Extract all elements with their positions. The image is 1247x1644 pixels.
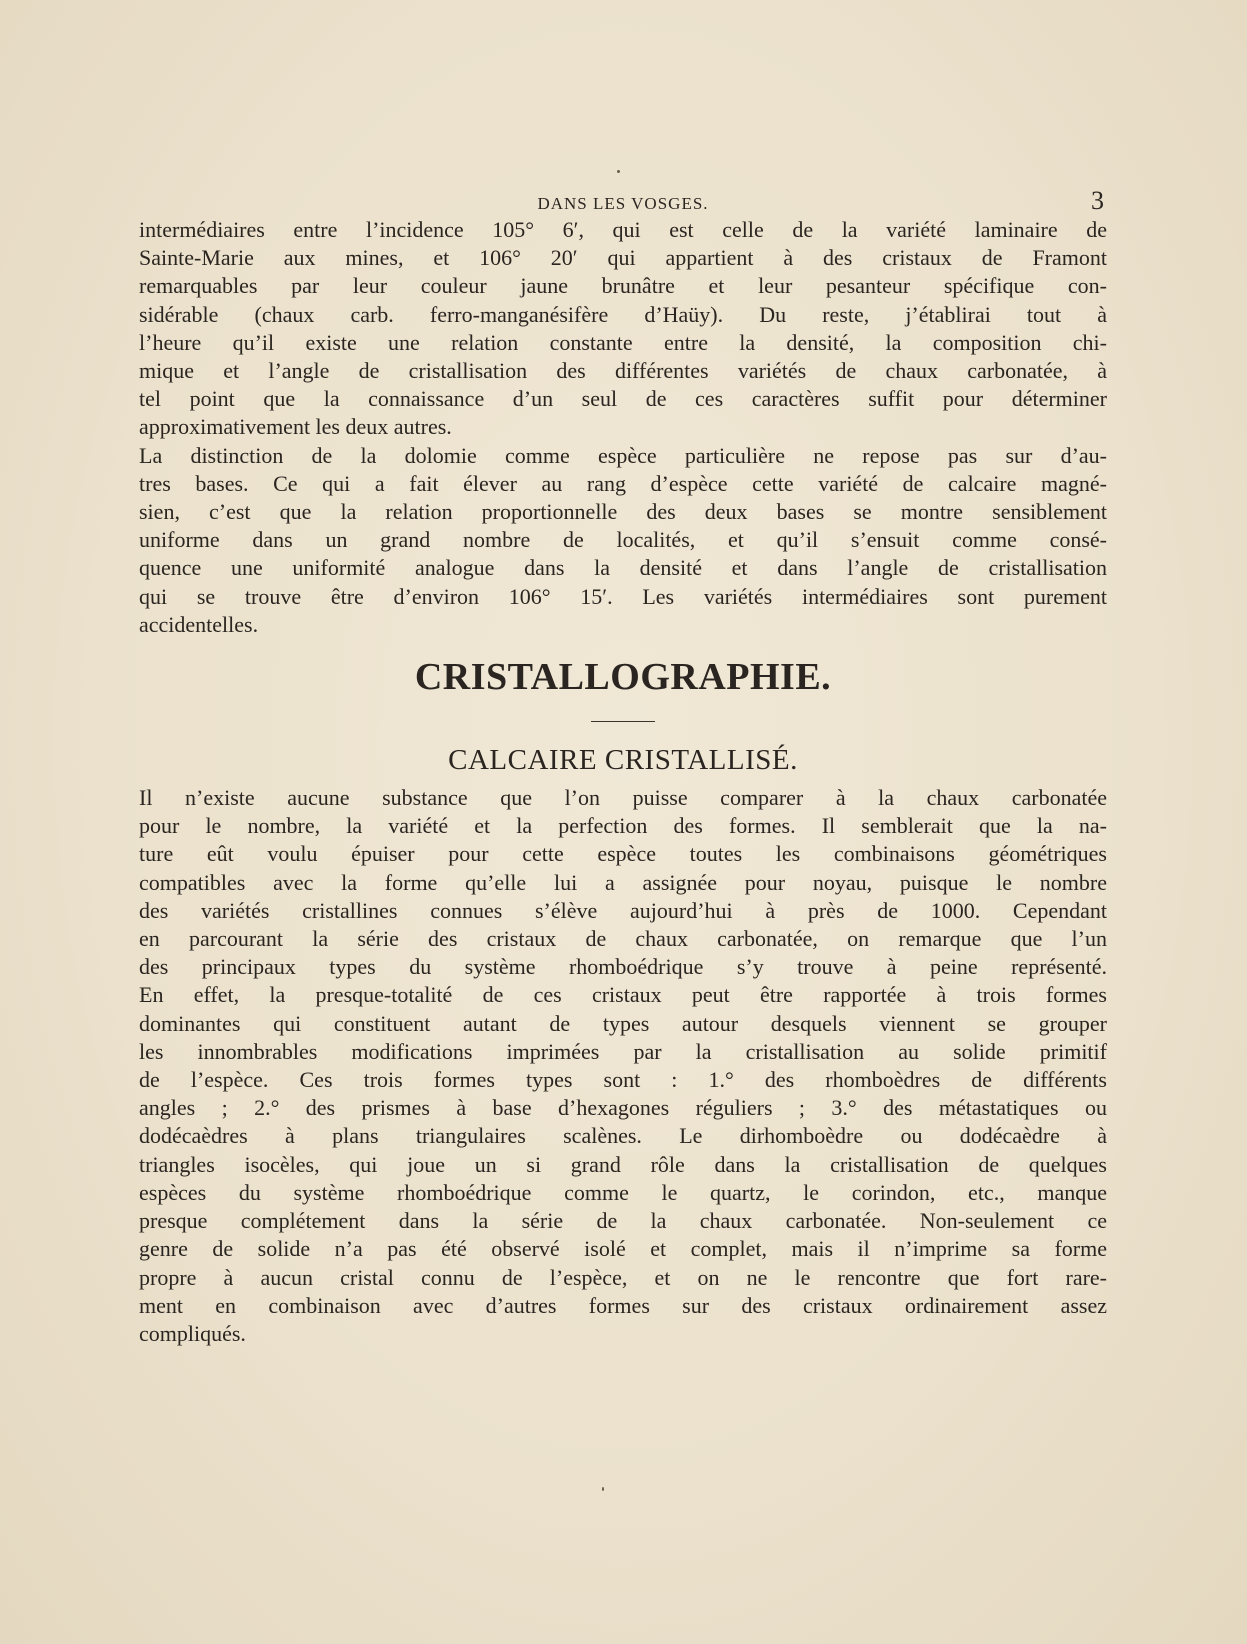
text-line: dominantes qui constituent autant de types autour desquels viennent se grouper: [139, 1010, 1107, 1036]
text-line: Sainte-Marie aux mines, et 106° 20′ qui appartient à des cristaux de Framont: [139, 245, 1107, 271]
text-line: des principaux types du système rhomboédrique s’y trouve à peine représenté.: [139, 954, 1107, 980]
text-line: approximativement les deux autres.: [139, 414, 452, 440]
text-line: remarquables par leur couleur jaune brunâtre et leur pesanteur spécifique con-: [139, 273, 1107, 299]
text-line: La distinction de la dolomie comme espèce particulière ne repose pas sur d’au-: [139, 442, 1107, 468]
text-line: ture eût voulu épuiser pour cette espèce toutes les combinaisons géométriques: [139, 841, 1107, 867]
text-line: espèces du système rhomboédrique comme le quartz, le corindon, etc., manque: [139, 1179, 1107, 1205]
subsection-heading: CALCAIRE CRISTALLISÉ.: [448, 744, 798, 777]
text-line: qui se trouve être d’environ 106° 15′. Les variétés intermédiaires sont purement: [139, 583, 1107, 609]
text-line: pour le nombre, la variété et la perfection des formes. Il semblerait que la na-: [139, 813, 1107, 839]
divider-rule: [591, 721, 655, 722]
section-heading: CRISTALLOGRAPHIE.: [414, 656, 832, 699]
paper-speck: [602, 1487, 604, 1491]
text-line: En effet, la presque-totalité de ces cristaux peut être rapportée à trois formes: [139, 982, 1107, 1008]
text-line: tres bases. Ce qui a fait élever au rang d’espèce cette variété de calcaire magné-: [139, 470, 1107, 496]
paragraph-3: [139, 784, 1107, 1348]
paragraph-1: [139, 216, 1107, 442]
text-line: genre de solide n’a pas été observé isolé et complet, mais il n’imprime sa forme: [139, 1236, 1107, 1262]
text-line: dodécaèdres à plans triangulaires scalènes. Le dirhomboèdre ou dodécaèdre à: [139, 1123, 1107, 1149]
text-line: compatibles avec la forme qu’elle lui a assignée pour noyau, puisque le nombre: [139, 869, 1107, 895]
text-line: mique et l’angle de cristallisation des différentes variétés de chaux carbonatée, à: [139, 358, 1107, 384]
text-line: ment en combinaison avec d’autres formes sur des cristaux ordinairement assez: [139, 1292, 1107, 1318]
text-line: compliqués.: [139, 1320, 246, 1346]
text-line: propre à aucun cristal connu de l’espèce, et on ne le rencontre que fort rare-: [139, 1264, 1107, 1290]
page-number: 3: [1091, 186, 1105, 215]
text-line: en parcourant la série des cristaux de chaux carbonatée, on remarque que l’un: [139, 926, 1107, 952]
text-line: des variétés cristallines connues s’élève aujourd’hui à près de 1000. Cependant: [139, 897, 1107, 923]
text-line: tel point que la connaissance d’un seul de ces caractères suffit pour déterminer: [139, 386, 1107, 412]
text-line: Il n’existe aucune substance que l’on puisse comparer à la chaux carbonatée: [139, 785, 1107, 811]
text-line: accidentelles.: [139, 611, 259, 637]
text-line: l’heure qu’il existe une relation constante entre la densité, la composition chi-: [139, 329, 1107, 355]
text-line: triangles isocèles, qui joue un si grand rôle dans la cristallisation de quelques: [139, 1151, 1107, 1177]
page: [139, 188, 1107, 1348]
paper-speck: [617, 170, 620, 173]
text-line: sidérable (chaux carb. ferro-manganésifère d’Haüy). Du reste, j’établirai tout à: [139, 301, 1107, 327]
running-title: DANS LES VOSGES.: [537, 194, 709, 213]
running-head: [139, 188, 1107, 216]
paragraph-2: [139, 442, 1107, 639]
text-line: sien, c’est que la relation proportionnelle des deux bases se montre sensiblement: [139, 499, 1107, 525]
text-line: les innombrables modifications imprimées par la cristallisation au solide primitif: [139, 1038, 1107, 1064]
text-line: angles ; 2.° des prismes à base d’hexagones réguliers ; 3.° des métastatiques ou: [139, 1095, 1107, 1121]
text-line: de l’espèce. Ces trois formes types sont : 1.° des rhomboèdres de différents: [139, 1067, 1107, 1093]
text-line: intermédiaires entre l’incidence 105° 6′, qui est celle de la variété laminaire de: [139, 217, 1107, 242]
text-line: uniforme dans un grand nombre de localités, et qu’il s’ensuit comme consé-: [139, 527, 1107, 553]
text-line: quence une uniformité analogue dans la densité et dans l’angle de cristallisation: [139, 555, 1107, 581]
text-line: presque complétement dans la série de la chaux carbonatée. Non-seulement ce: [139, 1208, 1107, 1234]
